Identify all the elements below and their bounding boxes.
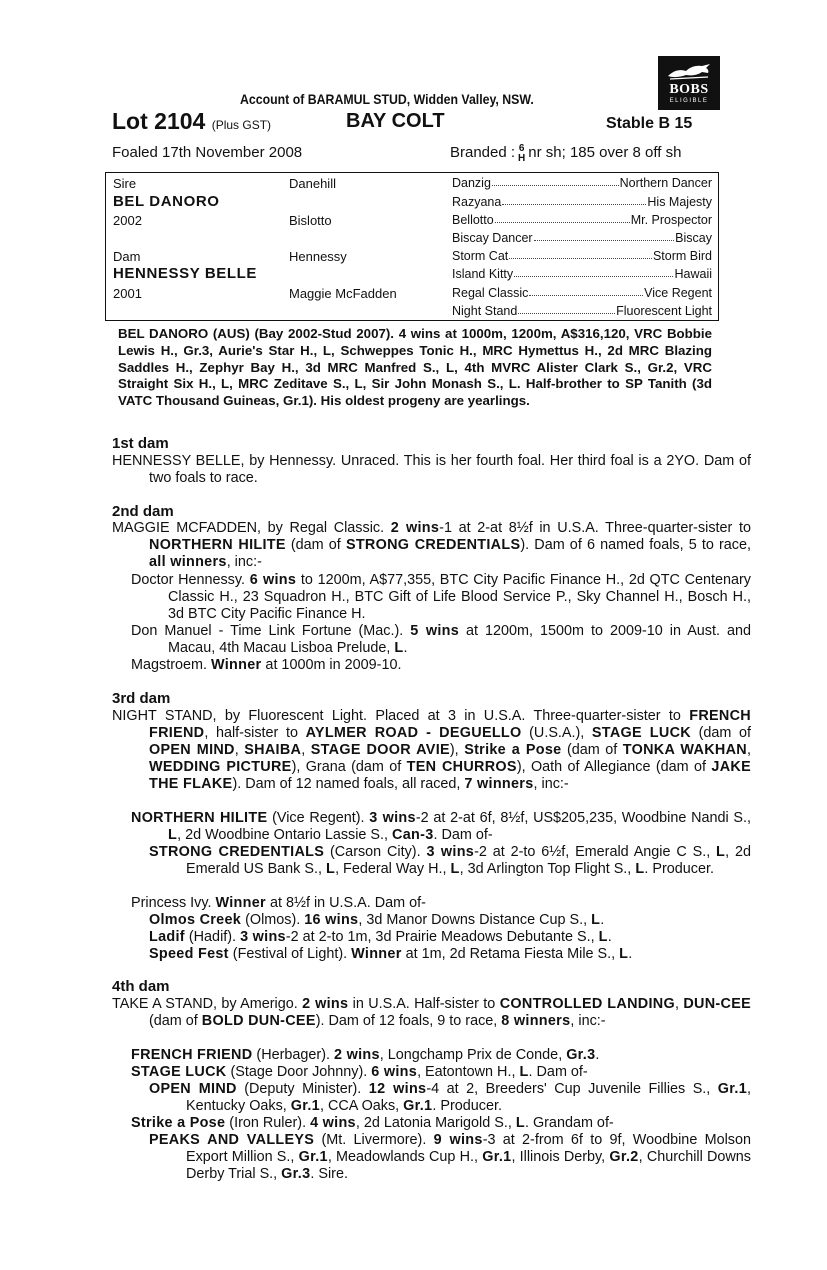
lot-label: Lot 2104 xyxy=(112,108,206,134)
progeny-entry: Don Manuel - Time Link Fortune (Mac.). 5 wins at 1200m, 1500m to 2009-10 in Aust. and Macau, 4th Macau Lisboa Prelude, L. xyxy=(131,623,751,656)
gen3-row xyxy=(452,249,712,263)
progeny-entry: Princess Ivy. Winner at 8½f in U.S.A. Dam of- xyxy=(131,895,426,911)
branded-details: nr sh; 185 over 8 off sh xyxy=(528,144,682,161)
gen3-left: Danzig xyxy=(452,176,491,190)
dot-leader xyxy=(502,195,646,205)
progeny-entry: Strike a Pose (Iron Ruler). 4 wins, 2d Latonia Marigold S., L. Grandam of- xyxy=(131,1115,614,1131)
dot-leader xyxy=(518,304,615,314)
gen3-right: Fluorescent Light xyxy=(616,304,712,318)
pedigree-table xyxy=(105,172,719,321)
gen2-name: Bislotto xyxy=(289,213,332,228)
gen3-left: Island Kitty xyxy=(452,267,514,281)
dot-leader xyxy=(534,231,675,241)
section-heading-1st-dam: 1st dam xyxy=(112,435,169,452)
dot-leader xyxy=(514,267,673,277)
gen3-right: Northern Dancer xyxy=(619,176,712,190)
gen3-left: Regal Classic xyxy=(452,286,529,300)
gen3-left: Night Stand xyxy=(452,304,518,318)
gen3-right: Mr. Prospector xyxy=(630,213,712,227)
progeny-entry: STRONG CREDENTIALS (Carson City). 3 wins-2 at 2-to 6½f, Emerald Angie C S., L, 2d Emerald US Bank S., L, Federal Way H., L, 3d Arlington Top Flight S., L. Producer. xyxy=(149,844,751,877)
progeny-entry: Magstroem. Winner at 1000m in 2009-10. xyxy=(131,657,402,673)
gen3-right: Hawaii xyxy=(674,267,712,281)
logo-sub-text: ELIGIBLE xyxy=(669,98,709,104)
dot-leader xyxy=(509,249,652,259)
gen2-name: Maggie McFadden xyxy=(289,286,397,301)
dam-paragraph: NIGHT STAND, by Fluorescent Light. Placed at 3 in U.S.A. Three-quarter-sister to FRENCH FRIEND, half-sister to AYLMER ROAD - DEGUELLO (U.S.A.), STAGE LUCK (dam of OPEN MIND, SHAIBA, STAGE DOOR AVIE), Strike a Pose (dam of TONKA WAKHAN, WEDDING PICTURE), Grana (dam of TEN CHURROS), Oath of Allegiance (dam of JAKE THE FLAKE). Dam of 12 named foals, all raced, 7 winners, inc:- xyxy=(112,708,751,792)
sire-label: Sire xyxy=(113,176,137,191)
progeny-entry: STAGE LUCK (Stage Door Johnny). 6 wins, Eatontown H., L. Dam of- xyxy=(131,1064,588,1080)
dam-paragraph: MAGGIE MCFADDEN, by Regal Classic. 2 wins-1 at 2-at 8½f in U.S.A. Three-quarter-sister to NORTHERN HILITE (dam of STRONG CREDENTIALS). Dam of 6 named foals, 5 to race, all winners, inc:- xyxy=(112,520,751,570)
branded-label: Branded : xyxy=(450,144,516,161)
progeny-entry: Speed Fest (Festival of Light). Winner at 1m, 2d Retama Fiesta Mile S., L. xyxy=(149,946,633,962)
gen3-right: His Majesty xyxy=(647,195,712,209)
gen3-left: Bellotto xyxy=(452,213,494,227)
sire-name: BEL DANORO xyxy=(113,193,220,210)
section-heading-4th-dam: 4th dam xyxy=(112,978,170,995)
dam-paragraph: TAKE A STAND, by Amerigo. 2 wins in U.S.A. Half-sister to CONTROLLED LANDING, DUN-CEE (dam of BOLD DUN-CEE). Dam of 12 foals, 9 to race, 8 winners, inc:- xyxy=(112,996,751,1029)
horse-icon xyxy=(666,62,712,82)
lot-number xyxy=(112,108,271,135)
progeny-entry: Olmos Creek (Olmos). 16 wins, 3d Manor Downs Distance Cup S., L. xyxy=(149,912,605,928)
gen3-row xyxy=(452,213,712,227)
gen3-right: Biscay xyxy=(675,231,712,245)
gen2-name: Danehill xyxy=(289,176,336,191)
logo-brand-text: BOBS xyxy=(669,82,709,97)
progeny-entry: Doctor Hennessy. 6 wins to 1200m, A$77,355, BTC City Pacific Finance H., 2d QTC Centenary Classic H., 23 Squadron H., BTC Gift of Life Blood Service P., Sky Channel H., Bosch H., 3d BTC City Pacific Finance H. xyxy=(131,572,751,622)
progeny-entry: FRENCH FRIEND (Herbager). 2 wins, Longchamp Prix de Conde, Gr.3. xyxy=(131,1047,600,1063)
dam-label: Dam xyxy=(113,249,141,264)
account-line: Account of BARAMUL STUD, Widden Valley, NSW. xyxy=(240,91,534,107)
progeny-entry: NORTHERN HILITE (Vice Regent). 3 wins-2 at 2-at 6f, 8½f, US$205,235, Woodbine Nandi S., L, 2d Woodbine Ontario Lassie S., Can-3. Dam of- xyxy=(131,810,752,843)
foaled-date: Foaled 17th November 2008 xyxy=(112,144,303,161)
dot-leader xyxy=(492,176,619,186)
dot-leader xyxy=(529,286,643,296)
gen2-name: Hennessy xyxy=(289,249,347,264)
brand-mark-top: 6 xyxy=(518,143,525,154)
progeny-entry: Ladif (Hadif). 3 wins-2 at 2-to 1m, 3d Prairie Meadows Debutante S., L. xyxy=(149,929,612,945)
section-heading-3rd-dam: 3rd dam xyxy=(112,690,171,707)
branded-info xyxy=(450,144,681,164)
dot-leader xyxy=(495,213,630,223)
brand-mark-bottom: H xyxy=(518,153,526,164)
brand-mark xyxy=(518,144,525,164)
bobs-eligible-logo xyxy=(658,56,720,110)
dam-year: 2001 xyxy=(113,286,142,301)
gen3-left: Razyana xyxy=(452,195,502,209)
sire-year: 2002 xyxy=(113,213,142,228)
gen3-row xyxy=(452,286,712,300)
gen3-right: Storm Bird xyxy=(652,249,712,263)
horse-title: BAY COLT xyxy=(346,110,445,132)
gen3-row xyxy=(452,195,712,209)
gen3-row xyxy=(452,231,712,245)
stable-label: Stable B 15 xyxy=(606,115,693,132)
dam-paragraph: HENNESSY BELLE, by Hennessy. Unraced. This is her fourth foal. Her third foal is a 2YO. Dam of two foals to race. xyxy=(112,453,751,486)
dam-name: HENNESSY BELLE xyxy=(113,265,257,282)
gen3-right: Vice Regent xyxy=(644,286,712,300)
section-heading-2nd-dam: 2nd dam xyxy=(112,503,174,520)
gen3-left: Storm Cat xyxy=(452,249,509,263)
gen3-row xyxy=(452,267,712,281)
sire-summary: BEL DANORO (AUS) (Bay 2002-Stud 2007). 4 wins at 1000m, 1200m, A$316,120, VRC Bobbie Lewis H., Gr.3, Aurie's Star H., L, Schweppes Tonic H., MRC Hymettus H., 2d MRC Blazing Saddles H., Zephyr Bay H., 3d MRC Manfred S., L, 4th MVRC Alister Clark S., Gr.2, VRC Straight Six H., L, MRC Zeditave S., L, Sir John Monash S., L. Half-brother to SP Tanith (3d VATC Thousand Guineas, Gr.1). His oldest progeny are yearlings. xyxy=(118,326,712,409)
gst-note: (Plus GST) xyxy=(211,118,272,132)
progeny-entry: PEAKS AND VALLEYS (Mt. Livermore). 9 wins-3 at 2-from 6f to 9f, Woodbine Molson Export Million S., Gr.1, Meadowlands Cup H., Gr.1, Illinois Derby, Gr.2, Churchill Downs Derby Trial S., Gr.3. Sire. xyxy=(149,1132,751,1182)
gen3-row xyxy=(452,304,712,318)
gen3-left: Biscay Dancer xyxy=(452,231,533,245)
gen3-row xyxy=(452,176,712,190)
progeny-entry: OPEN MIND (Deputy Minister). 12 wins-4 at 2, Breeders' Cup Juvenile Fillies S., Gr.1, Kentucky Oaks, Gr.1, CCA Oaks, Gr.1. Producer. xyxy=(149,1081,751,1114)
